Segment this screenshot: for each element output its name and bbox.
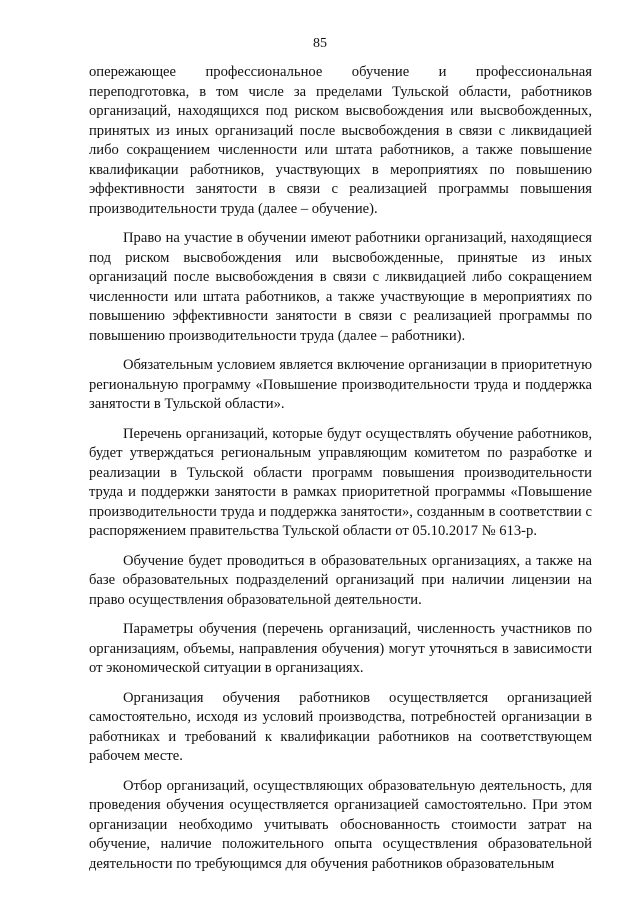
- page-number: 85: [313, 36, 327, 51]
- paragraph: Организация обучения работников осуществляется организацией самостоятельно, исходя из условий производства, потребностей организации в работниках и требований к квалификации работников на соответствующем рабочем месте.: [89, 689, 592, 764]
- paragraph: Параметры обучения (перечень организаций, численность участников по организациям, объемы, направления обучения) могут уточняться в зависимости от экономической ситуации в организациях.: [89, 621, 592, 676]
- paragraph: Право на участие в обучении имеют работники организаций, находящиеся под риском высвобождения или высвобожденные, принятые из иных организаций после высвобождения в связи с ликвидацией либо сокращением численности или штата работников, а также участвующие в мероприятиях по повышению эффективности занятости в связи с реализацией программы по повышению производительности труда (далее – работники).: [89, 230, 592, 344]
- paragraph: опережающее профессиональное обучение и профессиональная переподготовка, в том числе за пределами Тульской области, работников организаций, находящихся под риском высвобождения или высвобожденных, принятых из иных организаций после высвобождения в связи с ликвидацией либо сокращением численности или штата работников, а также повышение квалификации работников, участвующих в мероприятиях по повышению эффективности занятости в связи с реализацией программы повышения производительности труда (далее – обучение).: [89, 64, 592, 217]
- paragraph: Обязательным условием является включение организации в приоритетную региональную программу «Повышение производительности труда и поддержка занятости в Тульской области».: [89, 357, 592, 412]
- paragraph: Перечень организаций, которые будут осуществлять обучение работников, будет утверждаться региональным управляющим комитетом по разработке и реализации в Тульской области программ повышения производительности труда и поддержки занятости в рамках приоритетной программы «Повышение производительности труда и поддержка занятости», созданным в соответствии с распоряжением правительства Тульской области от 05.10.2017 № 613-р.: [89, 425, 592, 539]
- paragraph: Отбор организаций, осуществляющих образовательную деятельность, для проведения обучения осуществляется организацией самостоятельно. При этом организации необходимо учитывать обоснованность стоимости затрат на обучение, наличие положительного опыта осуществления образовательной деятельности по требующимся для обучения работников образовательным: [89, 777, 592, 872]
- paragraph: Обучение будет проводиться в образовательных организациях, а также на базе образовательных подразделений организаций при наличии лицензии на право осуществления образовательной деятельности.: [89, 552, 592, 608]
- body-text: [89, 63, 592, 874]
